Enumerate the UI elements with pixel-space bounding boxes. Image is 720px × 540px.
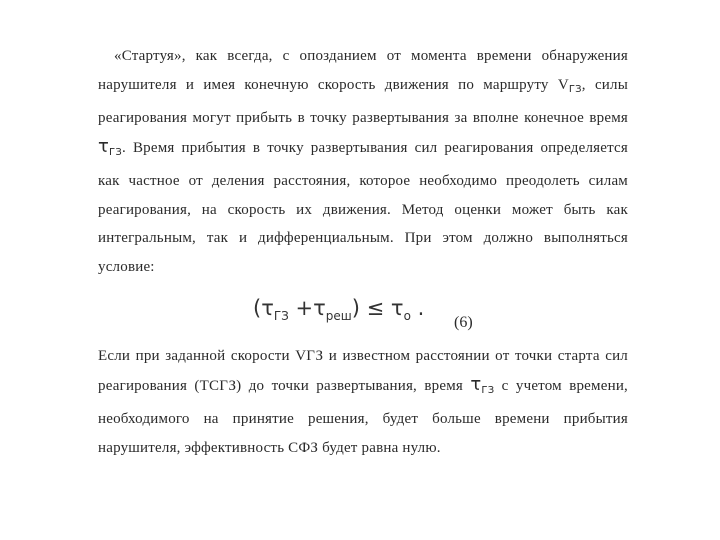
paragraph-arrival-time — [98, 42, 628, 281]
formula-relation: ) ≤ τ — [351, 296, 404, 320]
inequality-formula — [253, 296, 424, 323]
formula-sub-resh: реш — [325, 309, 352, 323]
tau-subscript-2: ГЗ — [481, 384, 495, 396]
paragraph1-text-before-v: «Стартуя», как всегда, с опозданием от момента времени обнаружения нарушителя и имея конечную скорость движения по маршруту V — [98, 48, 628, 93]
equation-number: (6) — [454, 314, 473, 331]
paragraph2-text-before-tau: Если при заданной скорости VГЗ и известном расстоянии от точки старта сил реагирования (ТСГЗ) до точки развертывания, время — [98, 348, 628, 394]
paragraph1-text-after-v: , силы реагирования могут прибыть в точку развертывания за вполне конечное время — [98, 76, 628, 126]
v-subscript: ГЗ — [568, 83, 582, 95]
paragraph1-text-end: . Время прибытия в точку развертывания сил реагирования определяется как частное от деления расстояния, которое необходимо преодолеть силам реагирования, на скорость их движения. Метод оценки может быть как интегральным, так и дифференциальным. При этом должно выполняться условие: — [98, 139, 628, 275]
formula-sub-o: о — [403, 309, 411, 323]
formula-end: . — [410, 296, 425, 320]
tau-symbol-2: τ — [470, 373, 482, 395]
tau-subscript: ГЗ — [109, 146, 122, 158]
paragraph-efficiency — [98, 342, 628, 462]
tau-symbol: τ — [98, 135, 110, 157]
paragraph2-text-after-tau: с учетом времени, необходимого на принятие решения, будет больше времени прибытия нарушителя, эффективность СФЗ будет равна нулю. — [98, 377, 628, 456]
formula-sub-gz: ГЗ — [273, 309, 289, 323]
formula-open: (τ — [253, 296, 274, 320]
formula-plus: +τ — [288, 296, 326, 320]
